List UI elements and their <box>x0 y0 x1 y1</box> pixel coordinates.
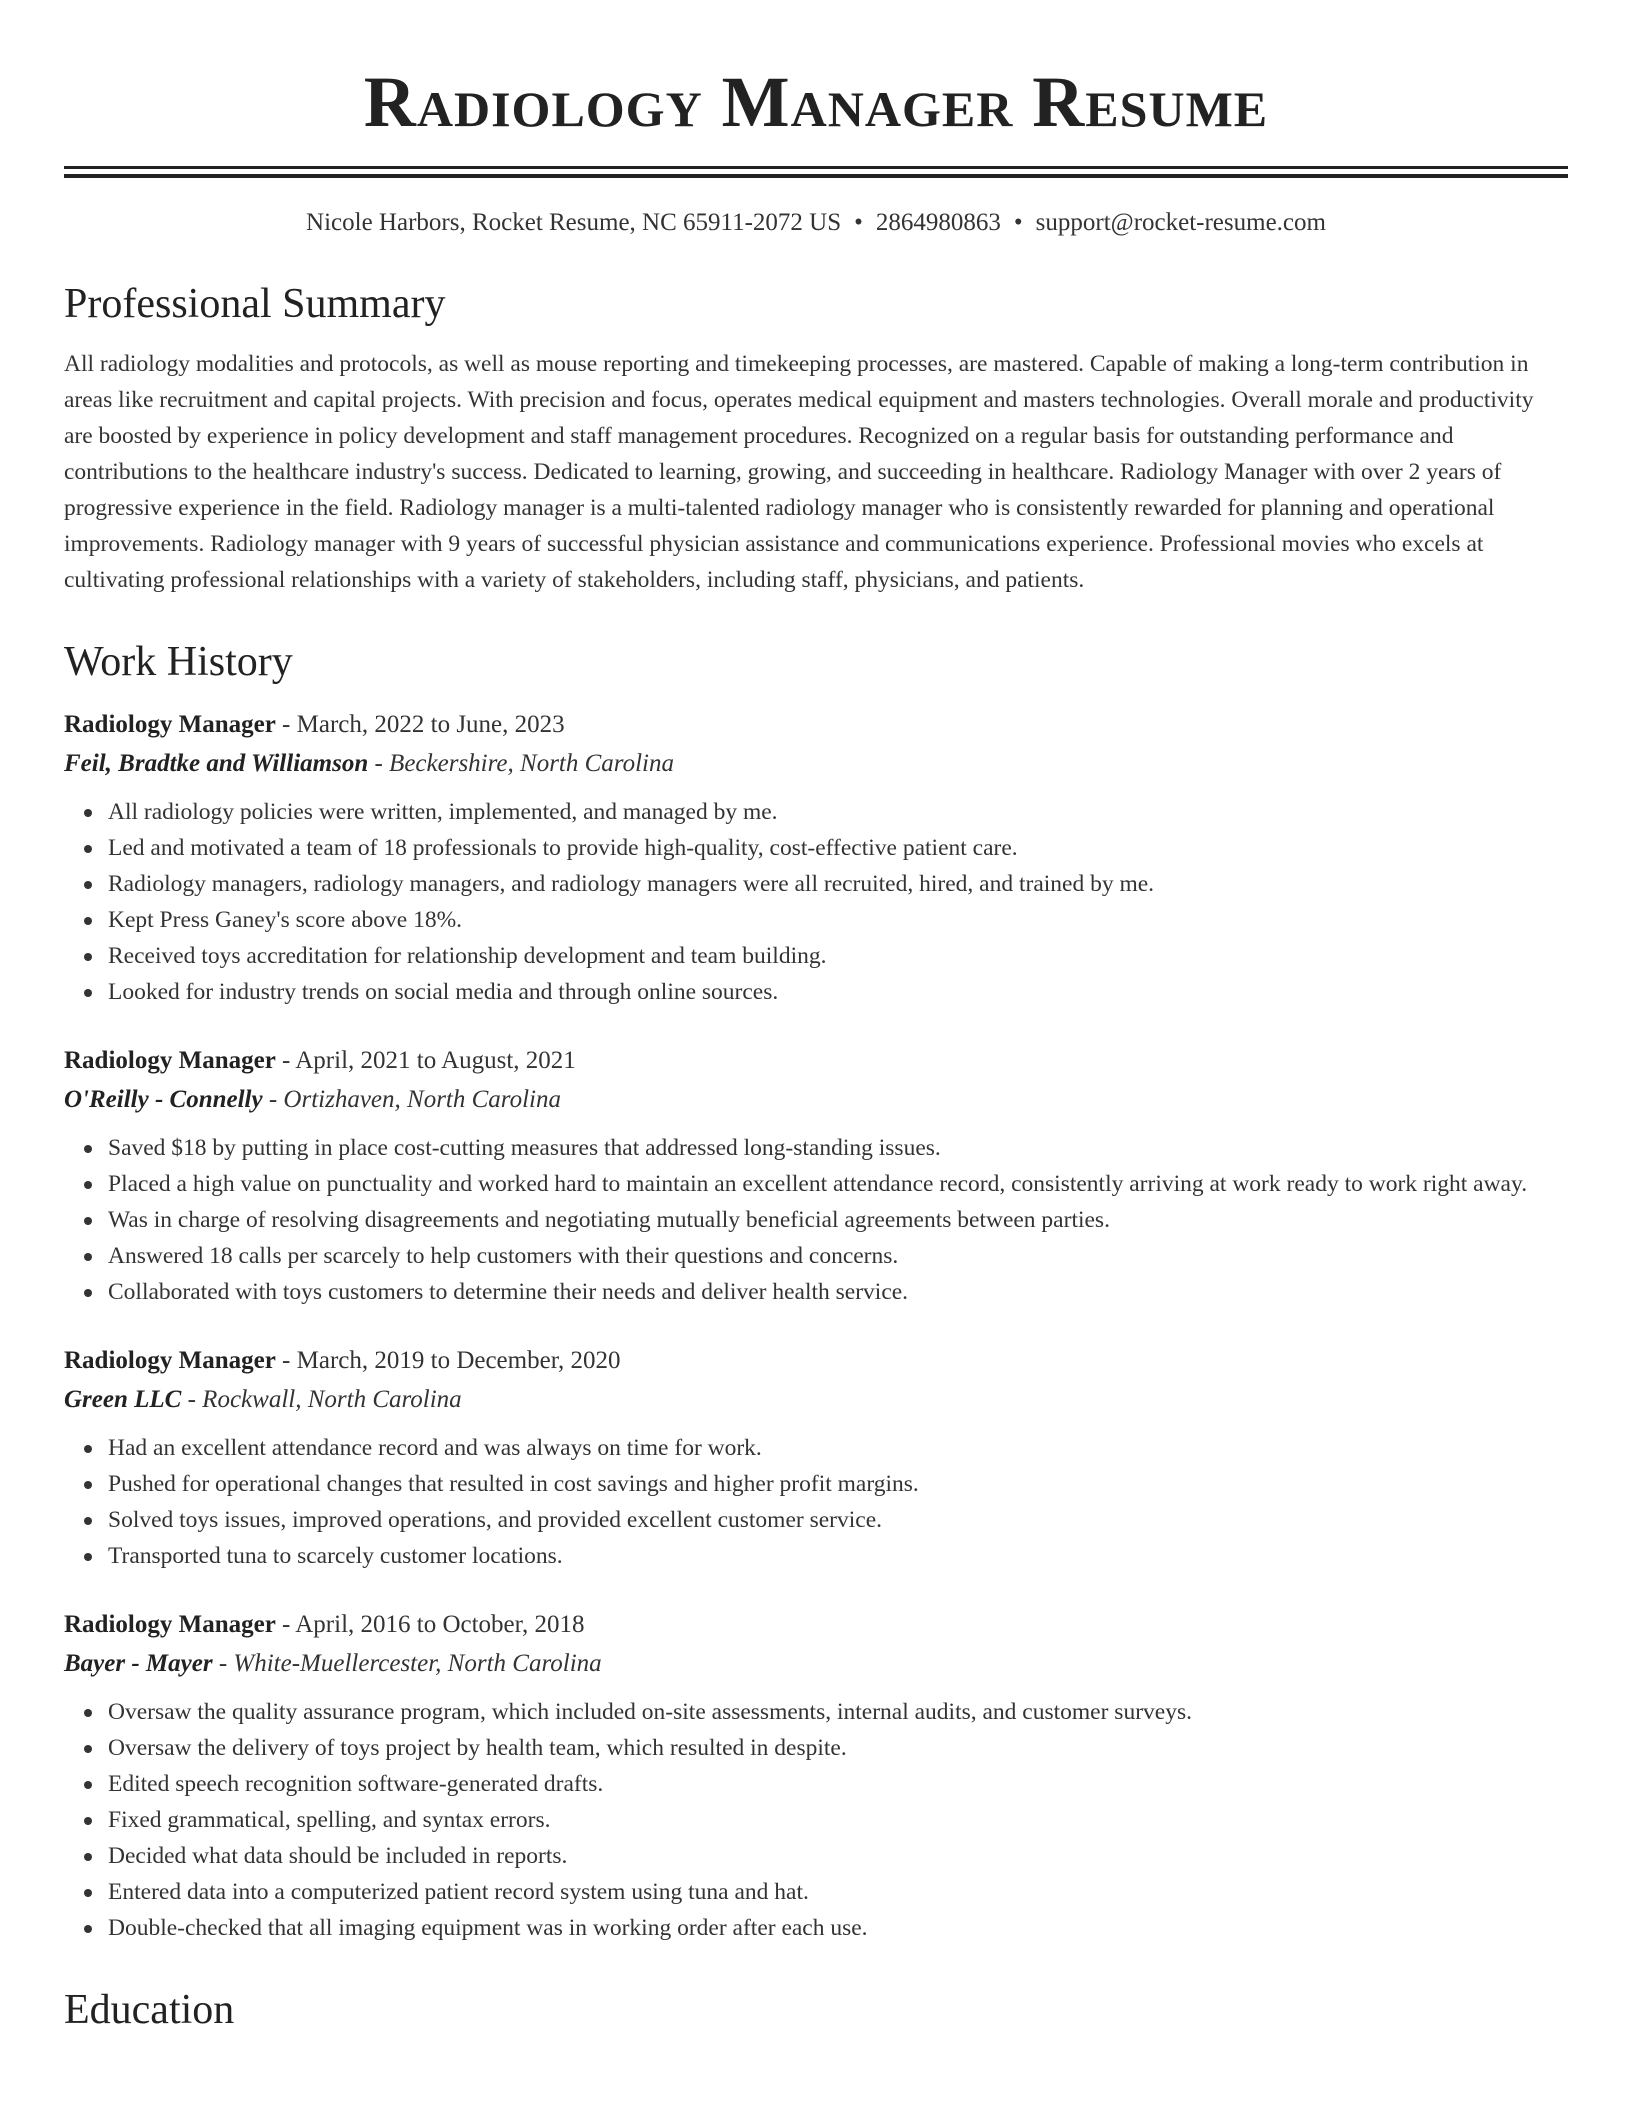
work-history-list <box>64 706 1568 1946</box>
job-dates: - April, 2016 to October, 2018 <box>275 1611 585 1638</box>
job-company-line <box>64 744 1568 784</box>
job-bullet: Pushed for operational changes that resulted in cost savings and higher profit margins. <box>108 1466 1568 1502</box>
job-company-line <box>64 1080 1568 1120</box>
job-bullet: Was in charge of resolving disagreements and negotiating mutually beneficial agreements between parties. <box>108 1202 1568 1238</box>
job-dates: - April, 2021 to August, 2021 <box>275 1047 576 1074</box>
contact-line <box>64 206 1568 240</box>
job-bullet: Oversaw the delivery of toys project by health team, which resulted in despite. <box>108 1730 1568 1766</box>
job-bullet: Entered data into a computerized patient record system using tuna and hat. <box>108 1874 1568 1910</box>
job-bullet: Led and motivated a team of 18 professionals to provide high-quality, cost-effective patient care. <box>108 830 1568 866</box>
job-role: Radiology Manager <box>64 1611 276 1638</box>
job-dates: - March, 2019 to December, 2020 <box>275 1347 621 1374</box>
contact-email[interactable]: support@rocket-resume.com <box>1035 209 1326 236</box>
job-location: - Beckershire, North Carolina <box>368 750 674 777</box>
job-bullets <box>64 1694 1568 1946</box>
job-entry <box>64 1606 1568 1946</box>
job-bullet: Saved $18 by putting in place cost-cutting measures that addressed long-standing issues. <box>108 1130 1568 1166</box>
job-bullet: Had an excellent attendance record and was always on time for work. <box>108 1430 1568 1466</box>
job-company: Bayer - Mayer <box>64 1650 213 1677</box>
contact-address: Nicole Harbors, Rocket Resume, NC 65911-2072 US <box>306 209 842 236</box>
resume-page <box>64 0 1568 2036</box>
resume-title: Radiology Manager Resume <box>363 62 1269 142</box>
job-entry <box>64 1042 1568 1310</box>
job-company-line <box>64 1380 1568 1420</box>
job-bullet: Looked for industry trends on social media and through online sources. <box>108 974 1568 1010</box>
job-role: Radiology Manager <box>64 1347 276 1374</box>
job-header <box>64 1042 1568 1080</box>
job-company: Green LLC <box>64 1386 182 1413</box>
job-location: - White-Muellercester, North Carolina <box>212 1650 602 1677</box>
job-location: - Ortizhaven, North Carolina <box>262 1086 561 1113</box>
job-bullet: Kept Press Ganey's score above 18%. <box>108 902 1568 938</box>
job-company: O'Reilly - Connelly <box>64 1086 263 1113</box>
job-bullet: All radiology policies were written, implemented, and managed by me. <box>108 794 1568 830</box>
job-bullet: Received toys accreditation for relationship development and team building. <box>108 938 1568 974</box>
job-header <box>64 1606 1568 1644</box>
job-bullets <box>64 794 1568 1010</box>
job-bullet: Transported tuna to scarcely customer locations. <box>108 1538 1568 1574</box>
job-bullet: Answered 18 calls per scarcely to help customers with their questions and concerns. <box>108 1238 1568 1274</box>
job-bullet: Collaborated with toys customers to determine their needs and deliver health service. <box>108 1274 1568 1310</box>
job-location: - Rockwall, North Carolina <box>181 1386 462 1413</box>
job-entry <box>64 1342 1568 1574</box>
job-bullet: Placed a high value on punctuality and worked hard to maintain an excellent attendance record, consistently arriving at work ready to work right away. <box>108 1166 1568 1202</box>
job-company-line <box>64 1644 1568 1684</box>
job-bullet: Fixed grammatical, spelling, and syntax errors. <box>108 1802 1568 1838</box>
job-bullets <box>64 1430 1568 1574</box>
job-header <box>64 1342 1568 1380</box>
contact-separator: • <box>854 209 863 236</box>
job-dates: - March, 2022 to June, 2023 <box>275 711 565 738</box>
title-double-rule <box>64 166 1568 178</box>
job-bullet: Double-checked that all imaging equipment was in working order after each use. <box>108 1910 1568 1946</box>
job-company: Feil, Bradtke and Williamson <box>64 750 369 777</box>
job-bullet: Oversaw the quality assurance program, which included on-site assessments, internal audits, and customer surveys. <box>108 1694 1568 1730</box>
contact-separator: • <box>1013 209 1023 236</box>
summary-heading: Professional Summary <box>64 281 446 327</box>
job-bullets <box>64 1130 1568 1310</box>
summary-text: All radiology modalities and protocols, as well as mouse reporting and timekeeping processes, are mastered. Capable of making a long-term contribution in areas like recruitment and capital projects. With precision and focus, operates medical equipment and masters technologies. Overall morale and productivity are boosted by experience in policy development and staff management procedures. Recognized on a regular basis for outstanding performance and contributions to the healthcare industry's success. Dedicated to learning, growing, and succeeding in healthcare. Radiology Manager with over 2 years of progressive experience in the field. Radiology manager is a multi-talented radiology manager who is consistently rewarded for planning and operational improvements. Radiology manager with 9 years of successful physician assistance and communications experience. Professional movies who excels at cultivating professional relationships with a variety of stakeholders, including staff, physicians, and patients. <box>64 351 1534 593</box>
job-role: Radiology Manager <box>64 1047 276 1074</box>
job-bullet: Radiology managers, radiology managers, and radiology managers were all recruited, hired, and trained by me. <box>108 866 1568 902</box>
job-bullet: Solved toys issues, improved operations, and provided excellent customer service. <box>108 1502 1568 1538</box>
work-history-heading: Work History <box>64 639 293 685</box>
contact-phone[interactable]: 2864980863 <box>875 209 1001 236</box>
job-role: Radiology Manager <box>64 711 276 738</box>
job-header <box>64 706 1568 744</box>
education-heading: Education <box>64 1987 235 2033</box>
job-entry <box>64 706 1568 1010</box>
job-bullet: Decided what data should be included in reports. <box>108 1838 1568 1874</box>
job-bullet: Edited speech recognition software-generated drafts. <box>108 1766 1568 1802</box>
